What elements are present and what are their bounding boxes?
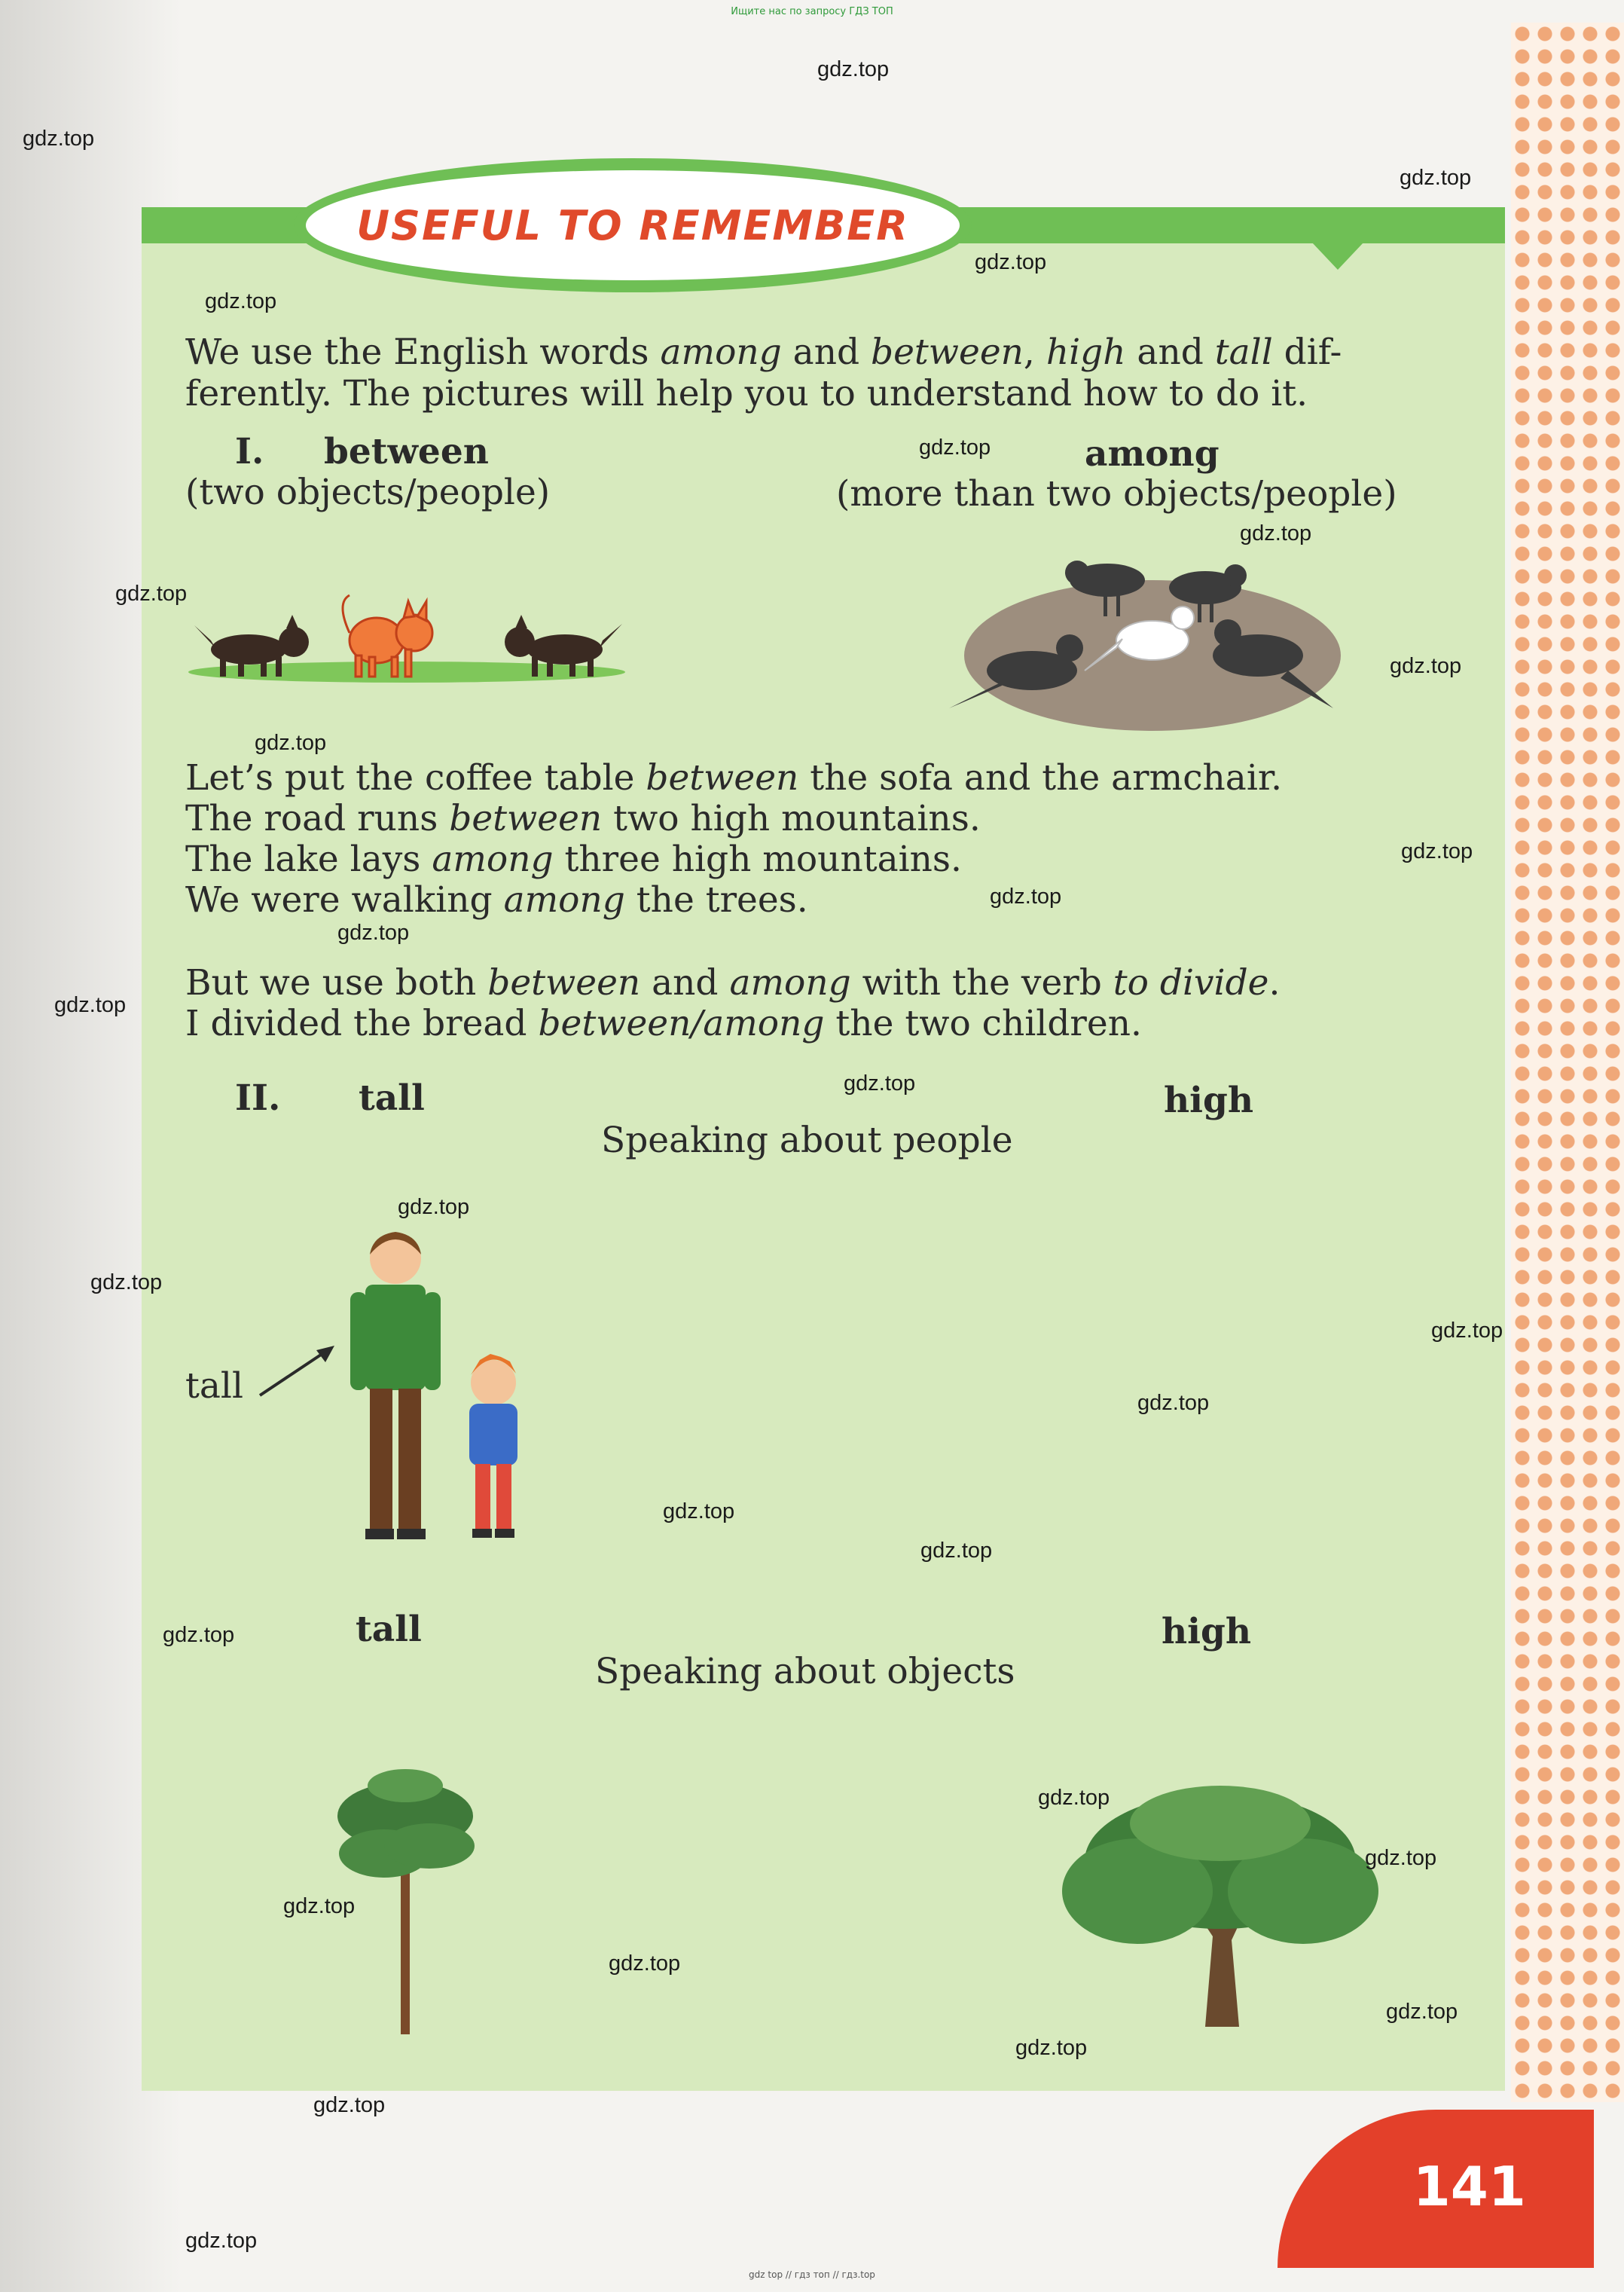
watermark: gdz.top [255, 731, 327, 755]
tall-heading: tall [359, 1077, 425, 1119]
watermark: gdz.top [817, 57, 890, 81]
watermark: gdz.top [1038, 1786, 1110, 1810]
watermark: gdz.top [919, 435, 991, 460]
dotted-margin [1511, 23, 1624, 2102]
watermark: gdz.top [1137, 1391, 1210, 1415]
watermark: gdz.top [1386, 2000, 1458, 2024]
section-1-number: I. [235, 431, 264, 472]
watermark: gdz.top [1431, 1319, 1503, 1343]
example-4: We were walking among the trees. [185, 879, 808, 921]
watermark: gdz.top [205, 289, 277, 313]
watermark: gdz.top [398, 1195, 470, 1219]
example-1: Let’s put the coffee table between the sofa and the armchair. [185, 757, 1283, 799]
watermark: gdz.top [54, 993, 127, 1017]
high-heading: high [1164, 1080, 1254, 1121]
page-number: 141 [1412, 2155, 1526, 2218]
watermark: gdz.top [609, 1951, 681, 1976]
title-oval [294, 158, 972, 292]
among-heading: among [1085, 433, 1220, 475]
watermark: gdz.top [844, 1071, 916, 1096]
tall-arrow-label: tall [185, 1365, 243, 1407]
watermark: gdz.top [115, 582, 188, 606]
watermark: gdz.top [163, 1623, 235, 1647]
speaking-about-people: Speaking about people [601, 1120, 1013, 1161]
watermark: gdz.top [1240, 521, 1312, 545]
watermark: gdz.top [23, 127, 95, 151]
bottom-note: gdz top // гдз топ // гдз.top [749, 2269, 875, 2280]
top-note: Ищите нас по запросу ГДЗ ТОП [731, 6, 893, 17]
watermark: gdz.top [90, 1270, 163, 1294]
arrow-icon [256, 1341, 339, 1401]
watermark: gdz.top [185, 2229, 258, 2253]
people-illustration [343, 1224, 539, 1548]
example-3: The lake lays among three high mountains. [185, 839, 962, 880]
between-subtitle: (two objects/people) [185, 472, 551, 513]
tall-objects-heading: tall [356, 1609, 422, 1650]
intro-line-1: We use the English words among and between, high and tall dif- [185, 332, 1342, 373]
watermark: gdz.top [1015, 2036, 1088, 2060]
watermark: gdz.top [663, 1499, 735, 1523]
section-2-number: II. [235, 1077, 281, 1119]
band-pointer [1312, 243, 1363, 270]
birds-illustration [957, 542, 1348, 738]
speaking-about-objects: Speaking about objects [595, 1651, 1015, 1692]
watermark: gdz.top [1365, 1846, 1437, 1870]
both-line-1: But we use both between and among with the verb to divide. [185, 962, 1281, 1004]
watermark: gdz.top [1401, 839, 1473, 863]
watermark: gdz.top [975, 250, 1047, 274]
high-objects-heading: high [1162, 1611, 1252, 1652]
watermark: gdz.top [1400, 166, 1472, 190]
between-heading: between [324, 431, 489, 472]
box-title: USEFUL TO REMEMBER [356, 201, 909, 249]
intro-line-2: ferently. The pictures will help you to understand how to do it. [185, 373, 1308, 414]
watermark: gdz.top [337, 921, 410, 945]
watermark: gdz.top [990, 885, 1062, 909]
watermark: gdz.top [313, 2093, 386, 2117]
wide-tree-illustration [1047, 1786, 1394, 2027]
watermark: gdz.top [283, 1894, 356, 1918]
both-line-2: I divided the bread between/among the two children. [185, 1003, 1142, 1044]
watermark: gdz.top [1390, 654, 1462, 678]
among-subtitle: (more than two objects/people) [836, 473, 1397, 515]
watermark: gdz.top [920, 1539, 993, 1563]
dogs-cat-illustration [188, 588, 625, 693]
example-2: The road runs between two high mountains. [185, 798, 981, 839]
